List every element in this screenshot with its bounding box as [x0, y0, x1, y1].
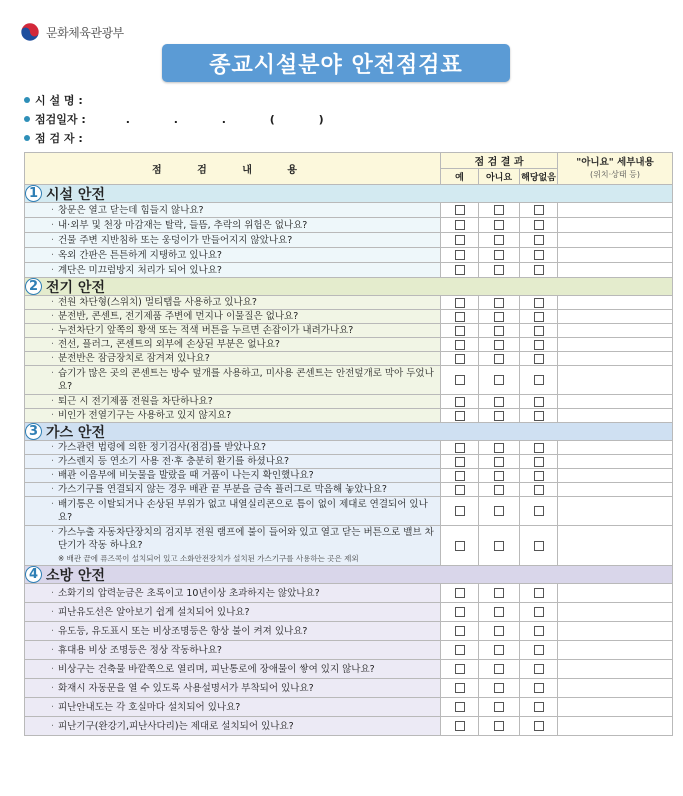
note-cell[interactable]: [558, 248, 673, 263]
checkbox-no[interactable]: [494, 443, 504, 453]
cell-no: [479, 310, 520, 324]
cell-na: [520, 483, 558, 497]
cell-yes: [441, 324, 479, 338]
header-yes: 예: [441, 169, 479, 185]
checkbox-na[interactable]: [534, 235, 544, 245]
checkbox-no[interactable]: [494, 702, 504, 712]
question-text: · 피난안내도는 각 호실마다 설치되어 있나요?: [25, 698, 441, 717]
checkbox-na[interactable]: [534, 541, 544, 551]
checklist-row: [25, 218, 673, 233]
checklist-row: [25, 310, 673, 324]
checkbox-no[interactable]: [494, 485, 504, 495]
checklist-row: [25, 660, 673, 679]
checkbox-na[interactable]: [534, 721, 544, 731]
checkbox-no[interactable]: [494, 588, 504, 598]
inspection-date-field: [24, 111, 344, 127]
checklist-row: [25, 679, 673, 698]
question-text: · 분전반, 콘센트, 전기제품 주변에 먼지나 이물질은 없나요?: [25, 310, 441, 324]
cell-yes: [441, 296, 479, 310]
cell-yes: [441, 483, 479, 497]
checkbox-no[interactable]: [494, 457, 504, 467]
note-cell[interactable]: [558, 218, 673, 233]
ministry-logo: [20, 22, 124, 42]
note-cell[interactable]: [558, 352, 673, 366]
cell-na: [520, 603, 558, 622]
checkbox-yes[interactable]: [455, 205, 465, 215]
question-text: · 전선, 플러그, 콘센트의 외부에 손상된 부분은 없나요?: [25, 338, 441, 352]
checkbox-na[interactable]: [534, 205, 544, 215]
checklist-row: [25, 584, 673, 603]
checkbox-yes[interactable]: [455, 506, 465, 516]
note-cell[interactable]: [558, 455, 673, 469]
checklist-row: [25, 455, 673, 469]
checkbox-yes[interactable]: [455, 326, 465, 336]
checkbox-yes[interactable]: [455, 220, 465, 230]
note-cell[interactable]: [558, 641, 673, 660]
checklist-row: [25, 324, 673, 338]
cell-na: [520, 660, 558, 679]
checkbox-yes[interactable]: [455, 485, 465, 495]
question-text: · 창문은 열고 닫는데 힘들지 않나요?: [25, 203, 441, 218]
cell-na: [520, 469, 558, 483]
cell-no: [479, 698, 520, 717]
question-text: · 누전차단기 앞쪽의 황색 또는 적색 버튼을 누르면 손잡이가 내려가나요?: [25, 324, 441, 338]
checkbox-no[interactable]: [494, 541, 504, 551]
checkbox-yes[interactable]: [455, 702, 465, 712]
question-text: · 가스렌지 등 연소기 사용 전·후 충분히 환기를 하셨나요?: [25, 455, 441, 469]
cell-yes: [441, 263, 479, 278]
checkbox-na[interactable]: [534, 265, 544, 275]
cell-na: [520, 441, 558, 455]
checklist-row: [25, 248, 673, 263]
cell-no: [479, 441, 520, 455]
checkbox-yes[interactable]: [455, 588, 465, 598]
checkbox-na[interactable]: [534, 457, 544, 467]
checklist-table: [24, 152, 673, 736]
checklist-row: [25, 469, 673, 483]
note-cell[interactable]: [558, 263, 673, 278]
checkbox-no[interactable]: [494, 312, 504, 322]
checkbox-yes[interactable]: [455, 664, 465, 674]
cell-no: [479, 497, 520, 526]
checkbox-no[interactable]: [494, 397, 504, 407]
cell-no: [479, 483, 520, 497]
question-text: · 계단은 미끄럼방지 처리가 되어 있나요?: [25, 263, 441, 278]
checkbox-yes[interactable]: [455, 457, 465, 467]
cell-no: [479, 263, 520, 278]
checkbox-yes[interactable]: [455, 235, 465, 245]
cell-no: [479, 395, 520, 409]
header-na: 해당없음: [520, 169, 558, 185]
checkbox-no[interactable]: [494, 411, 504, 421]
cell-yes: [441, 497, 479, 526]
checkbox-no[interactable]: [494, 340, 504, 350]
question-text: · 휴대용 비상 조명등은 정상 작동하나요?: [25, 641, 441, 660]
cell-no: [479, 338, 520, 352]
cell-no: [479, 409, 520, 423]
note-cell[interactable]: [558, 296, 673, 310]
checkbox-yes[interactable]: [455, 721, 465, 731]
checkbox-yes[interactable]: [455, 312, 465, 322]
checkbox-no[interactable]: [494, 664, 504, 674]
facility-name-field: [24, 92, 83, 108]
question-text: · 비상구는 건축물 바깥쪽으로 열리며, 피난통로에 장애물이 쌓여 있지 않나요?: [25, 660, 441, 679]
cell-na: [520, 497, 558, 526]
cell-yes: [441, 338, 479, 352]
cell-na: [520, 263, 558, 278]
date-value: . . . ( ): [125, 112, 344, 126]
checkbox-na[interactable]: [534, 588, 544, 598]
note-cell[interactable]: [558, 698, 673, 717]
note-cell[interactable]: [558, 395, 673, 409]
note-cell[interactable]: [558, 441, 673, 455]
checkbox-yes[interactable]: [455, 683, 465, 693]
cell-na: [520, 526, 558, 566]
cell-yes: [441, 679, 479, 698]
cell-na: [520, 622, 558, 641]
cell-yes: [441, 698, 479, 717]
checklist-row: [25, 622, 673, 641]
header-result: 점 검 결 과: [441, 153, 558, 169]
cell-na: [520, 233, 558, 248]
cell-no: [479, 366, 520, 395]
ministry-name: 문화체육관광부: [46, 25, 124, 40]
note-cell[interactable]: [558, 338, 673, 352]
checkbox-yes[interactable]: [455, 541, 465, 551]
cell-yes: [441, 395, 479, 409]
checklist-row: [25, 338, 673, 352]
checkbox-yes[interactable]: [455, 340, 465, 350]
cell-no: [479, 679, 520, 698]
section-title: 소방 안전: [46, 567, 105, 584]
checklist-row: [25, 233, 673, 248]
checkbox-na[interactable]: [534, 411, 544, 421]
bullet-icon: [24, 97, 30, 103]
cell-yes: [441, 526, 479, 566]
cell-na: [520, 352, 558, 366]
cell-na: [520, 717, 558, 736]
cell-na: [520, 679, 558, 698]
cell-yes: [441, 469, 479, 483]
checkbox-na[interactable]: [534, 683, 544, 693]
inspector-label: 점 검 자 :: [35, 132, 83, 145]
checkbox-no[interactable]: [494, 607, 504, 617]
checkbox-na[interactable]: [534, 340, 544, 350]
cell-na: [520, 409, 558, 423]
cell-yes: [441, 455, 479, 469]
cell-no: [479, 352, 520, 366]
taegeuk-emblem-icon: [20, 22, 40, 42]
checkbox-yes[interactable]: [455, 397, 465, 407]
checkbox-yes[interactable]: [455, 298, 465, 308]
checkbox-yes[interactable]: [455, 354, 465, 364]
checklist-row: [25, 603, 673, 622]
checklist-row: [25, 352, 673, 366]
note-cell[interactable]: [558, 233, 673, 248]
question-text: · 퇴근 시 전기제품 전원을 차단하나요?: [25, 395, 441, 409]
cell-na: [520, 641, 558, 660]
checklist-row: [25, 497, 673, 526]
question-text: · 분전반은 잠금장치로 잠겨져 있나요?: [25, 352, 441, 366]
checkbox-na[interactable]: [534, 298, 544, 308]
cell-yes: [441, 352, 479, 366]
cell-yes: [441, 218, 479, 233]
cell-yes: [441, 233, 479, 248]
checkbox-no[interactable]: [494, 205, 504, 215]
checkbox-na[interactable]: [534, 607, 544, 617]
question-text: · 화재시 자동문을 열 수 있도록 사용설명서가 부착되어 있나요?: [25, 679, 441, 698]
question-text: · 내·외부 및 천장 마감재는 탈락, 들뜸, 추락의 위험은 없나요?: [25, 218, 441, 233]
checkbox-na[interactable]: [534, 312, 544, 322]
checkbox-no[interactable]: [494, 265, 504, 275]
question-text: · 배관 이음부에 비눗물을 발랐을 때 거품이 나는지 확인했나요?: [25, 469, 441, 483]
note-cell[interactable]: [558, 203, 673, 218]
checkbox-no[interactable]: [494, 235, 504, 245]
checkbox-na[interactable]: [534, 250, 544, 260]
cell-no: [479, 526, 520, 566]
cell-na: [520, 698, 558, 717]
note-cell[interactable]: [558, 717, 673, 736]
cell-na: [520, 310, 558, 324]
note-cell[interactable]: [558, 409, 673, 423]
cell-yes: [441, 203, 479, 218]
cell-no: [479, 233, 520, 248]
note-cell[interactable]: [558, 622, 673, 641]
question-text: · 옥외 간판은 튼튼하게 지탱하고 있나요?: [25, 248, 441, 263]
note-cell[interactable]: [558, 584, 673, 603]
cell-no: [479, 469, 520, 483]
checklist-row: [25, 263, 673, 278]
cell-no: [479, 603, 520, 622]
cell-yes: [441, 441, 479, 455]
checklist-row: [25, 409, 673, 423]
question-text: · 전원 차단형(스위치) 멀티탭을 사용하고 있나요?: [25, 296, 441, 310]
cell-yes: [441, 717, 479, 736]
section-header: [25, 423, 673, 441]
section-title: 전기 안전: [46, 279, 105, 296]
cell-na: [520, 324, 558, 338]
section-number: 4: [25, 566, 42, 583]
cell-na: [520, 455, 558, 469]
checkbox-no[interactable]: [494, 721, 504, 731]
header-content: 점 검 내 용: [25, 153, 441, 185]
note-cell[interactable]: [558, 483, 673, 497]
cell-na: [520, 338, 558, 352]
checkbox-na[interactable]: [534, 702, 544, 712]
checkbox-no[interactable]: [494, 683, 504, 693]
checkbox-na[interactable]: [534, 485, 544, 495]
checkbox-na[interactable]: [534, 375, 544, 385]
checklist-row: [25, 641, 673, 660]
cell-no: [479, 324, 520, 338]
checkbox-na[interactable]: [534, 645, 544, 655]
checkbox-yes[interactable]: [455, 443, 465, 453]
checkbox-na[interactable]: [534, 397, 544, 407]
checkbox-no[interactable]: [494, 250, 504, 260]
checkbox-yes[interactable]: [455, 411, 465, 421]
section-header: [25, 185, 673, 203]
question-text: · 가스기구를 연결되지 않는 경우 배관 끝 부분을 금속 플러그로 막음해 놓았나요?: [25, 483, 441, 497]
cell-no: [479, 641, 520, 660]
cell-yes: [441, 660, 479, 679]
note-cell[interactable]: [558, 603, 673, 622]
cell-yes: [441, 584, 479, 603]
checklist-row: [25, 366, 673, 395]
checklist-row: [25, 441, 673, 455]
cell-yes: [441, 641, 479, 660]
checkbox-na[interactable]: [534, 326, 544, 336]
checklist-row: [25, 203, 673, 218]
checklist-row: [25, 395, 673, 409]
question-text: · 배기통은 이탈되거나 손상된 부위가 없고 내열실리콘으로 틈이 없이 제대로 연결되어 있나요?: [25, 497, 441, 526]
header-no: 아니요: [479, 169, 520, 185]
checkbox-na[interactable]: [534, 354, 544, 364]
question-text: · 가스누출 자동차단장치의 검지부 전원 램프에 불이 들어와 있고 열고 닫는 버튼으로 밸브 차단기가 작동 하나요? ※ 배관 끝에 퓨즈콕이 설치되어 있고 소화안전장치가 설치된 가스기구를 사용하는 곳은 제외: [25, 526, 441, 566]
page-title: 종교시설분야 안전점검표: [162, 44, 510, 82]
checkbox-na[interactable]: [534, 220, 544, 230]
checkbox-no[interactable]: [494, 506, 504, 516]
checkbox-yes[interactable]: [455, 645, 465, 655]
checklist-row: [25, 698, 673, 717]
section-note: ※ 배관 끝에 퓨즈콕이 설치되어 있고 소화안전장치가 설치된 가스기구를 사용하는 곳은 제외: [58, 554, 359, 563]
cell-yes: [441, 366, 479, 395]
checklist-row: [25, 483, 673, 497]
note-cell[interactable]: [558, 324, 673, 338]
cell-na: [520, 395, 558, 409]
section-title: 가스 안전: [46, 424, 105, 441]
cell-na: [520, 218, 558, 233]
checkbox-no[interactable]: [494, 220, 504, 230]
note-cell[interactable]: [558, 366, 673, 395]
cell-no: [479, 455, 520, 469]
checklist-row: [25, 717, 673, 736]
question-text: · 피난유도선은 알아보기 쉽게 설치되어 있나요?: [25, 603, 441, 622]
question-text: · 비인가 전열기구는 사용하고 있지 않지요?: [25, 409, 441, 423]
checkbox-na[interactable]: [534, 626, 544, 636]
checkbox-no[interactable]: [494, 354, 504, 364]
checkbox-no[interactable]: [494, 626, 504, 636]
note-cell[interactable]: [558, 679, 673, 698]
cell-no: [479, 717, 520, 736]
checklist-row: [25, 296, 673, 310]
header-note: "아니요" 세부내용 (위치·상태 등): [558, 153, 673, 185]
checkbox-no[interactable]: [494, 471, 504, 481]
checkbox-na[interactable]: [534, 664, 544, 674]
question-text: · 가스관련 법령에 의한 정기검사(점검)를 받았나요?: [25, 441, 441, 455]
cell-no: [479, 218, 520, 233]
cell-no: [479, 584, 520, 603]
bullet-icon: [24, 116, 30, 122]
question-text: · 피난기구(완강기,피난사다리)는 제대로 설치되어 있나요?: [25, 717, 441, 736]
section-header: [25, 566, 673, 584]
note-cell[interactable]: [558, 526, 673, 566]
cell-yes: [441, 248, 479, 263]
section-number: 2: [25, 278, 42, 295]
cell-yes: [441, 409, 479, 423]
section-header: [25, 278, 673, 296]
checkbox-yes[interactable]: [455, 471, 465, 481]
bullet-icon: [24, 135, 30, 141]
cell-yes: [441, 603, 479, 622]
checkbox-yes[interactable]: [455, 607, 465, 617]
section-number: 1: [25, 185, 42, 202]
cell-no: [479, 660, 520, 679]
note-cell[interactable]: [558, 310, 673, 324]
checkbox-na[interactable]: [534, 443, 544, 453]
cell-no: [479, 296, 520, 310]
facility-label: 시 설 명 :: [35, 94, 83, 107]
cell-na: [520, 203, 558, 218]
checkbox-yes[interactable]: [455, 626, 465, 636]
cell-no: [479, 248, 520, 263]
cell-na: [520, 366, 558, 395]
date-label: 점검일자 :: [35, 113, 86, 126]
checkbox-no[interactable]: [494, 645, 504, 655]
checkbox-no[interactable]: [494, 326, 504, 336]
checkbox-yes[interactable]: [455, 250, 465, 260]
checkbox-no[interactable]: [494, 298, 504, 308]
question-text: · 습기가 많은 곳의 콘센트는 방수 덮개를 사용하고, 미사용 콘센트는 안전덮개로 막아 두었나요?: [25, 366, 441, 395]
note-cell[interactable]: [558, 497, 673, 526]
checkbox-yes[interactable]: [455, 265, 465, 275]
checkbox-na[interactable]: [534, 506, 544, 516]
note-cell[interactable]: [558, 469, 673, 483]
question-text: · 건물 주변 지반침하 또는 웅덩이가 만들어지지 않았나요?: [25, 233, 441, 248]
note-cell[interactable]: [558, 660, 673, 679]
question-text: · 유도등, 유도표시 또는 비상조명등은 항상 불이 켜져 있나요?: [25, 622, 441, 641]
inspector-field: [24, 130, 83, 146]
checkbox-yes[interactable]: [455, 375, 465, 385]
section-title: 시설 안전: [46, 186, 105, 203]
cell-no: [479, 622, 520, 641]
checkbox-no[interactable]: [494, 375, 504, 385]
cell-na: [520, 584, 558, 603]
cell-na: [520, 296, 558, 310]
checkbox-na[interactable]: [534, 471, 544, 481]
checklist-row: [25, 526, 673, 566]
cell-no: [479, 203, 520, 218]
cell-yes: [441, 310, 479, 324]
question-text: · 소화기의 압력눈금은 초록이고 10년이상 초과하지는 않았나요?: [25, 584, 441, 603]
cell-na: [520, 248, 558, 263]
section-number: 3: [25, 423, 42, 440]
cell-yes: [441, 622, 479, 641]
